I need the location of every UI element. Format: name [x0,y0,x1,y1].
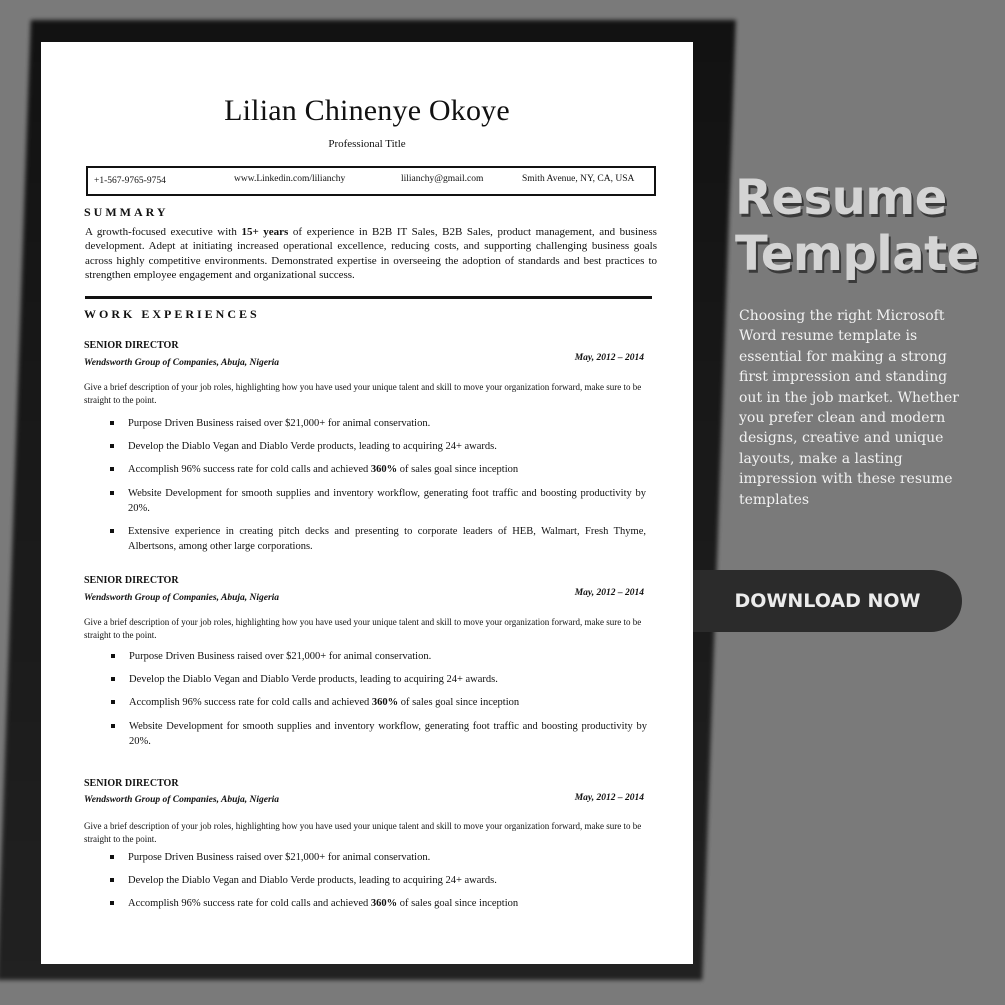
job-bullet: Develop the Diablo Vegan and Diablo Verde products, leading to acquiring 24+ awards. [129,672,647,687]
job-title: SENIOR DIRECTOR [84,575,179,586]
job-bullet: Accomplish 96% success rate for cold calls and achieved 360% of sales goal since inception [129,695,647,710]
job-title: SENIOR DIRECTOR [84,778,179,789]
job-bullet: Extensive experience in creating pitch decks and presenting to corporate leaders of HEB, Walmart, Fresh Thyme, Albertsons, among other large corporations. [128,526,646,552]
job-bullet: Develop the Diablo Vegan and Diablo Verde products, leading to acquiring 24+ awards. [128,873,646,888]
section-divider [85,296,652,299]
job-description: Give a brief description of your job roles, highlighting how you have used your unique talent and skill to move your organization forward, make sure to be straight to the point. [84,617,642,640]
job-bullet: Develop the Diablo Vegan and Diablo Verde products, leading to acquiring 24+ awards. [128,439,646,454]
promo-heading [735,170,979,282]
job-bullet: Accomplish 96% success rate for cold calls and achieved 360% of sales goal since inception [128,896,646,911]
contact-address: Smith Avenue, NY, CA, USA [522,174,635,184]
promo-heading-line1: Resume [735,170,947,226]
job-dates: May, 2012 – 2014 [574,588,644,598]
job-bullet: Website Development for smooth supplies and inventory workflow, generating foot traffic and boosting productivity by 20%. [129,721,647,747]
job-bullet: Purpose Driven Business raised over $21,000+ for animal conservation. [128,416,646,431]
job-company: Wendsworth Group of Companies, Abuja, Nigeria [84,795,280,805]
professional-title: Professional Title [328,138,406,150]
resume-name: Lilian Chinenye Okoye [224,94,510,127]
job-bullet: Website Development for smooth supplies and inventory workflow, generating foot traffic and boosting productivity by 20%. [128,488,646,514]
job-company: Wendsworth Group of Companies, Abuja, Nigeria [84,358,280,368]
job-description: Give a brief description of your job roles, highlighting how you have used your unique talent and skill to move your organization forward, make sure to be straight to the point. [84,382,642,405]
experience-heading: WORK EXPERIENCES [84,307,260,321]
summary-text: A growth-focused executive with 15+ years of experience in B2B IT Sales, B2B Sales, product management, and business development. Adept at initiating increased operational excellence, reducing costs, and supporting challenging business goals across highly competitive environments. Demonstrated expertise in overseeing the adoption of standards and best practices to strengthen employee engagement and organizational success. [85,226,657,281]
job-description: Give a brief description of your job roles, highlighting how you have used your unique talent and skill to move your organization forward, make sure to be straight to the point. [84,821,642,844]
job-dates: May, 2012 – 2014 [574,793,644,803]
job-bullet: Purpose Driven Business raised over $21,000+ for animal conservation. [129,649,647,664]
job-dates: May, 2012 – 2014 [574,353,644,363]
job-bullet: Purpose Driven Business raised over $21,000+ for animal conservation. [128,850,646,865]
promo-blurb: Choosing the right Microsoft Word resume template is essential for making a strong first impression and standing out in the job market. Whether you prefer clean and modern designs, creative and unique layouts, make a lasting impression with these resume templates [739,308,959,508]
summary-heading: SUMMARY [84,205,169,219]
job-bullet: Accomplish 96% success rate for cold calls and achieved 360% of sales goal since inception [128,462,646,477]
contact-linkedin: www.Linkedin.com/lilianchy [234,174,346,184]
resume-page [41,42,693,964]
promo-heading-line2: Template [735,226,979,282]
job-title: SENIOR DIRECTOR [84,340,179,351]
contact-phone: +1-567-9765-9754 [94,176,166,186]
contact-email: lilianchy@gmail.com [401,174,484,184]
contact-box [86,166,656,196]
download-now-button[interactable]: DOWNLOAD NOW [693,570,962,632]
job-company: Wendsworth Group of Companies, Abuja, Nigeria [84,593,280,603]
